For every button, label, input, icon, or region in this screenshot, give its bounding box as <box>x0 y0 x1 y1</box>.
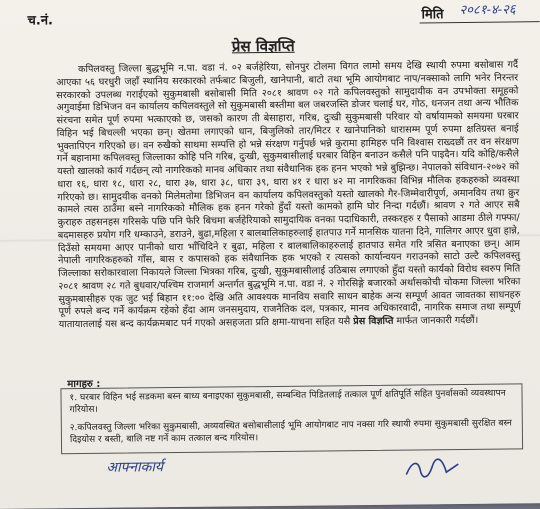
signature-scribble-icon <box>402 456 462 481</box>
signature-left: आफ्नाकार्य <box>106 459 164 476</box>
body-highlight: प्रेस विज्ञप्ति <box>353 315 394 328</box>
page-title: प्रेस विज्ञप्ति <box>231 36 295 56</box>
date-label: मिति <box>421 7 444 23</box>
request-item-1: १. घरबार विहिन भई सडकमा बस्न बाध्य बनाइएका सुकुमबासी, सम्बन्धित पिडितलाई तत्काल पूर्ण क्षतिपूर्ति सहित पुनर्वासको व्यवस्थापन गरियोस। <box>69 388 506 416</box>
date-underline <box>420 21 540 23</box>
handwritten-date: २०८१-४-२६ <box>459 2 516 19</box>
reference-number-label: च.नं. <box>27 13 54 29</box>
request-item-2: २.कपिलवस्तु जिल्ला भरिका सुकुमबासी, अव्यवस्थित बसोबासीलाई भूमि आयोगबाट नाप नक्सा गरि स्थायी रुपमा सुकुमबासी सुरक्षित बस्न दिइयोस र बस्ती, बालि नष्ट गर्ने काम तत्काल बन्द गरियोस। <box>69 418 512 446</box>
body-text-main: कपिलवस्तु जिल्ला बुद्धभूमि न.पा. वडा नं. ०२ बर्जहेरिया, सोनपुर टोलमा विगत लामो समय देखि स्थायी रुपमा बसोबास गर्दै आएका ५६ घरधुरी जहाँ स्थानिय सरकारको तर्फबाट बिजुली, खानेपानी, बाटो तथा भूमि आयोगबाट नाप/नक्साको लागि भनेर निरन्तर सरकारको उपलब्ध गराईएको सुकुमबासी बसोबासी मिति २०८१ श्रावण ०२ गते कपिलवस्तुको सामुदायीक वन उपभोक्ता समूहको अगुवाईमा डिभिजन वन कार्यालय कपिलवस्तुले सो सुकुमबासी बस्तीमा बल जबरजस्ति डोजर चलाई घर, गोठ, धनजन तथा अन्य भौतिक संरचना समेत पूर्ण रुपमा भत्काएको छ, जसको कारण ती बेसाहारा, गरिब, दुःखी सुकुमबासी परिवार यो वर्षायामको समयमा घरबार विहिन भई बिचल्ली भएका छन्। खेतमा लगाएको धान, बिजुलिको तार/मिटर र खानेपानिको धारासम्म पूर्ण रुपमा क्षतिग्रस्त बनाई भुक्तापिएन गरिएको छ। वन रुखैको साथमा सम्पत्ति हो भन्ने संरक्षण गर्नुपर्छ भन्ने कुरामा हामिहरु पनि विश्वास राख्दछौं तर वन संरक्षण गर्ने बहानामा कपिलवस्तु जिल्लाका कोहि पनि गरिब, दुःखी, सुकुमबासीलाई घरबार विहिन बनाउन कसैले पनि पाइदैन। यदि कोहि/कसैले यस्तो खालको कार्य गर्दछन् त्यो नागरिकको मानव अधिकार तथा संवैधानिक हक हनन भएको भन्ने बुझिन्छ। नेपालको संविधान-२०७२ को धारा १६, धारा १८, धारा २८, धारा ३७, धारा ३८, धारा ३९, धारा ४१ र धारा ४२ मा नागरिकका विभिन्न मौलिक हकहरुको व्यवस्था गरिएको छ। सामुदयीक वनको मिलेमतोमा डिभिजन वन कार्यालय कपिलवस्तुको यस्तो खालको गैर-जिम्मेवारीपूर्ण, अमानविय तथा क्रुर कामले त्यस ठाउँमा बस्ने नागरिकको मौलिक हक हनन गरेको हुँदाँ यस्तो कामको हामि घोर निन्दा गर्दछौं। श्रावण २ गते आएर सबै कुराहरु तहसनहस गरिसके पछि पनि फेरि बिचमा बर्जहेरियाको सामुदायिक वनका पदाधिकारी, तस्करहरु र पैसाको आडमा ठीले गफ्फा/बदमासहरु प्रयोग गरि धम्काउने, डराउने, बुढा,महिला र बालबालिकाहरुलाई हातपाउ गर्ने मानसिक यातना दिने, गालिगर आएर धुवा हान्ने, दिउँसो समयमा आएर पानीको धारा भाँचिदिने र बुढा, महिला र बालबालिकाहरुलाई हातपाउ समेत गरि त्रसित बनाएका छन्। आम नेपाली नागरिकहरुको गाँस, बास र कपासको हक संवैधानिक हक भएको र त्यसको कार्यान्वयन गराउनको साटो उल्टै कपिलवस्तु जिल्लाका सरोकारवाला निकायले जिल्ला भित्रका गरिब, दुःखी, सुकुमबासीलाई उठिबास लगाएको हुँदा यस्तो कार्यको विरोध स्वरुप मिति २०८१ श्रावण २८ गते बुधवार/पश्चिम राजमार्ग अन्तर्गत बुद्धभूमि न.पा. वडा नं. २ गोरसिङ्गे बजारको अर्थासकोची चोकमा जिल्ला भरिका सुकुमबासीहरु एक जुट भई बिहान ११:०० देखि अति आवश्यक मानविय सवारि साधन बाहेक अन्य सम्पूर्ण आवत जावतका साधनहरु पूर्ण रुपले बन्द गर्ने कार्यक्रम रहेको हँदा आम जनसमुदाय, राजनैतिक दल, पत्रकार, मानव अधिकारवादी, नागरिक समाज तथा सम्पूर्ण यातायातलाई यस बन्द कार्यक्रमबाट पर्न गएको असहजता प्रति क्षमा-याचना सहित यसै <box>56 59 521 331</box>
body-paragraph <box>56 59 521 332</box>
requests-title: मागहरु : <box>67 378 101 391</box>
body-text-end: मार्फत जानकारी गर्दछौं। <box>396 314 479 327</box>
